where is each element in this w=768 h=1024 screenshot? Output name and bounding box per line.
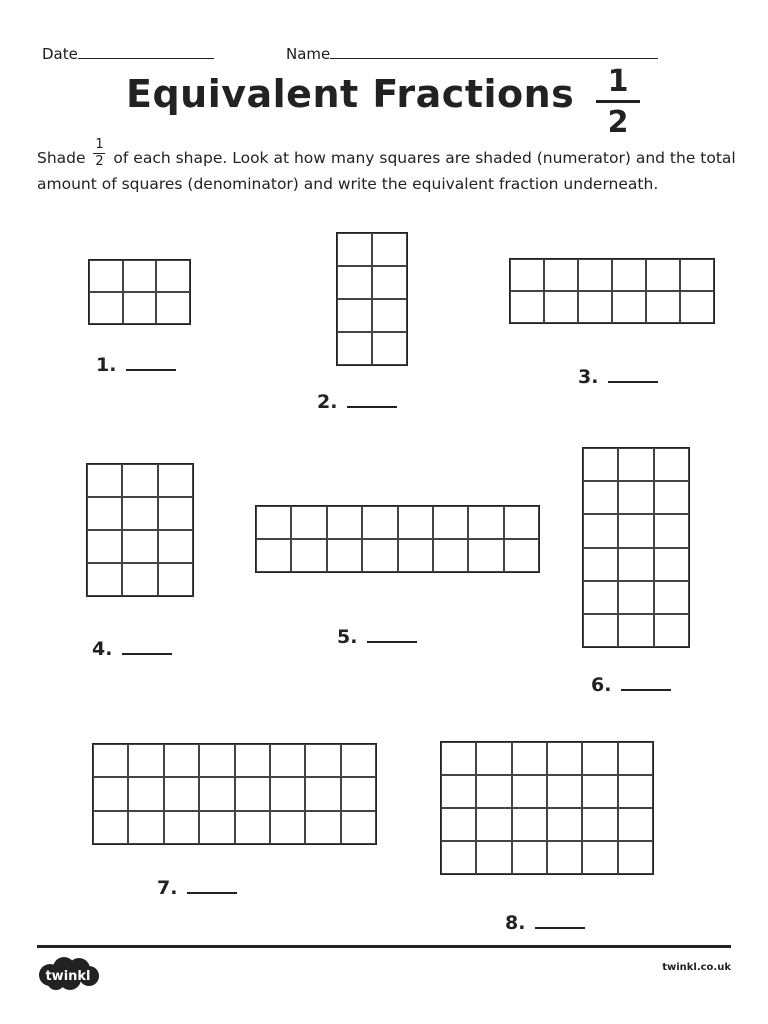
grid-cell[interactable]	[654, 448, 689, 481]
grid-cell[interactable]	[441, 775, 476, 808]
grid-cell[interactable]	[547, 841, 582, 874]
instructions-start: Shade	[37, 149, 86, 167]
grid-cell[interactable]	[291, 539, 326, 572]
answer-8-line[interactable]	[535, 911, 585, 929]
logo-text: twinkl	[45, 969, 91, 984]
grid-cell[interactable]	[654, 514, 689, 547]
grid-cell[interactable]	[122, 497, 157, 530]
answer-5	[337, 625, 417, 648]
shape-6-grid[interactable]	[582, 447, 690, 648]
answer-6	[591, 673, 671, 696]
grid-cell[interactable]	[612, 291, 646, 323]
grid-cell[interactable]	[504, 506, 539, 539]
grid-cell[interactable]	[341, 811, 376, 844]
grid-cell[interactable]	[510, 291, 544, 323]
grid-cell[interactable]	[618, 614, 653, 647]
shape-1-grid[interactable]	[88, 259, 191, 325]
grid-cell[interactable]	[123, 292, 157, 324]
answer-2	[317, 390, 397, 413]
grid-cell[interactable]	[158, 563, 193, 596]
grid-cell[interactable]	[510, 259, 544, 291]
grid-cell[interactable]	[87, 563, 122, 596]
grid-cell[interactable]	[372, 299, 407, 332]
shape-5-grid[interactable]	[255, 505, 540, 573]
grid-cell[interactable]	[164, 811, 199, 844]
grid-cell[interactable]	[341, 744, 376, 777]
answer-3-label: 3.	[578, 366, 599, 388]
grid-cell[interactable]	[123, 260, 157, 292]
shape-2-grid[interactable]	[336, 232, 408, 366]
grid-cell[interactable]	[337, 266, 372, 299]
grid-cell[interactable]	[270, 777, 305, 810]
title-fraction-bar	[596, 100, 640, 103]
answer-1-label: 1.	[96, 354, 117, 376]
grid-cell[interactable]	[582, 775, 617, 808]
date-field[interactable]	[42, 44, 214, 63]
grid-cell[interactable]	[618, 841, 653, 874]
instructions-fraction-denominator: 2	[95, 154, 104, 169]
answer-8	[505, 911, 585, 934]
grid-cell[interactable]	[164, 744, 199, 777]
grid-cell[interactable]	[646, 291, 680, 323]
grid-cell[interactable]	[583, 581, 618, 614]
grid-cell[interactable]	[199, 811, 234, 844]
grid-cell[interactable]	[578, 291, 612, 323]
grid-cell[interactable]	[680, 291, 714, 323]
grid-cell[interactable]	[87, 464, 122, 497]
grid-cell[interactable]	[156, 260, 190, 292]
grid-cell[interactable]	[583, 448, 618, 481]
grid-cell[interactable]	[618, 448, 653, 481]
instructions-rest: of each shape. Look at how many squares are shaded (numerator) and the total amount of squares (denominator) and write the equivalent fraction underneath.	[37, 149, 736, 193]
grid-cell[interactable]	[89, 292, 123, 324]
grid-cell[interactable]	[372, 233, 407, 266]
grid-cell[interactable]	[158, 497, 193, 530]
grid-cell[interactable]	[93, 777, 128, 810]
grid-cell[interactable]	[618, 481, 653, 514]
grid-cell[interactable]	[199, 777, 234, 810]
grid-cell[interactable]	[93, 744, 128, 777]
shape-4-grid[interactable]	[86, 463, 194, 597]
shape-8-grid[interactable]	[440, 741, 654, 875]
grid-cell[interactable]	[327, 539, 362, 572]
grid-cell[interactable]	[583, 548, 618, 581]
grid-cell[interactable]	[547, 808, 582, 841]
grid-cell[interactable]	[504, 539, 539, 572]
grid-cell[interactable]	[235, 744, 270, 777]
answer-4-line[interactable]	[122, 637, 172, 655]
grid-cell[interactable]	[128, 811, 163, 844]
grid-cell[interactable]	[544, 259, 578, 291]
grid-cell[interactable]	[87, 497, 122, 530]
grid-cell[interactable]	[122, 563, 157, 596]
grid-cell[interactable]	[583, 481, 618, 514]
site-url: twinkl.co.uk	[662, 962, 731, 973]
title-fraction	[596, 66, 640, 141]
grid-cell[interactable]	[441, 808, 476, 841]
grid-cell[interactable]	[583, 614, 618, 647]
grid-cell[interactable]	[305, 811, 340, 844]
grid-cell[interactable]	[122, 530, 157, 563]
page-title: Equivalent Fractions	[126, 72, 575, 116]
name-field[interactable]	[286, 44, 658, 63]
answer-7-line[interactable]	[187, 876, 237, 894]
grid-cell[interactable]	[618, 548, 653, 581]
answer-4	[92, 637, 172, 660]
grid-cell[interactable]	[372, 332, 407, 365]
grid-cell[interactable]	[583, 514, 618, 547]
instructions	[37, 137, 737, 197]
answer-3-line[interactable]	[608, 365, 658, 383]
grid-cell[interactable]	[582, 808, 617, 841]
shape-7-grid[interactable]	[92, 743, 377, 845]
grid-cell[interactable]	[270, 744, 305, 777]
answer-2-line[interactable]	[347, 390, 397, 408]
grid-cell[interactable]	[398, 539, 433, 572]
grid-cell[interactable]	[156, 292, 190, 324]
answer-5-line[interactable]	[367, 625, 417, 643]
name-line[interactable]	[330, 44, 658, 59]
grid-cell[interactable]	[341, 777, 376, 810]
grid-cell[interactable]	[476, 841, 511, 874]
grid-cell[interactable]	[512, 742, 547, 775]
grid-cell[interactable]	[476, 775, 511, 808]
grid-cell[interactable]	[337, 332, 372, 365]
grid-cell[interactable]	[433, 506, 468, 539]
grid-cell[interactable]	[654, 548, 689, 581]
grid-cell[interactable]	[256, 506, 291, 539]
grid-cell[interactable]	[476, 808, 511, 841]
grid-cell[interactable]	[291, 506, 326, 539]
grid-cell[interactable]	[654, 481, 689, 514]
grid-cell[interactable]	[128, 744, 163, 777]
answer-7-label: 7.	[157, 877, 178, 899]
grid-cell[interactable]	[646, 259, 680, 291]
grid-cell[interactable]	[93, 811, 128, 844]
grid-cell[interactable]	[468, 506, 503, 539]
answer-5-label: 5.	[337, 626, 358, 648]
grid-cell[interactable]	[441, 841, 476, 874]
grid-cell[interactable]	[337, 233, 372, 266]
grid-cell[interactable]	[468, 539, 503, 572]
grid-cell[interactable]	[476, 742, 511, 775]
name-label: Name	[286, 45, 331, 63]
title-fraction-numerator: 1	[607, 64, 629, 99]
date-line[interactable]	[78, 44, 214, 59]
twinkl-logo	[36, 955, 100, 991]
grid-cell[interactable]	[582, 742, 617, 775]
grid-cell[interactable]	[235, 777, 270, 810]
grid-cell[interactable]	[618, 514, 653, 547]
grid-cell[interactable]	[612, 259, 646, 291]
grid-cell[interactable]	[544, 291, 578, 323]
answer-6-label: 6.	[591, 674, 612, 696]
grid-cell[interactable]	[158, 530, 193, 563]
grid-cell[interactable]	[547, 742, 582, 775]
grid-cell[interactable]	[618, 581, 653, 614]
grid-cell[interactable]	[582, 841, 617, 874]
grid-cell[interactable]	[158, 464, 193, 497]
grid-cell[interactable]	[164, 777, 199, 810]
grid-cell[interactable]	[128, 777, 163, 810]
grid-cell[interactable]	[305, 777, 340, 810]
grid-cell[interactable]	[87, 530, 122, 563]
grid-cell[interactable]	[337, 299, 372, 332]
grid-cell[interactable]	[512, 775, 547, 808]
footer-divider	[37, 945, 731, 948]
grid-cell[interactable]	[547, 775, 582, 808]
answer-1	[96, 353, 176, 376]
grid-cell[interactable]	[199, 744, 234, 777]
grid-cell[interactable]	[578, 259, 612, 291]
grid-cell[interactable]	[618, 775, 653, 808]
grid-cell[interactable]	[441, 742, 476, 775]
grid-cell[interactable]	[305, 744, 340, 777]
grid-cell[interactable]	[512, 841, 547, 874]
title-fraction-denominator: 2	[607, 105, 629, 140]
grid-cell[interactable]	[618, 808, 653, 841]
answer-6-line[interactable]	[621, 673, 671, 691]
grid-cell[interactable]	[398, 506, 433, 539]
instructions-fraction	[93, 138, 105, 169]
answer-7	[157, 876, 237, 899]
grid-cell[interactable]	[235, 811, 270, 844]
grid-cell[interactable]	[512, 808, 547, 841]
grid-cell[interactable]	[122, 464, 157, 497]
instructions-fraction-numerator: 1	[95, 137, 104, 152]
grid-cell[interactable]	[256, 539, 291, 572]
grid-cell[interactable]	[680, 259, 714, 291]
grid-cell[interactable]	[618, 742, 653, 775]
answer-3	[578, 365, 658, 388]
answer-1-line[interactable]	[126, 353, 176, 371]
grid-cell[interactable]	[89, 260, 123, 292]
grid-cell[interactable]	[433, 539, 468, 572]
answer-8-label: 8.	[505, 912, 526, 934]
grid-cell[interactable]	[270, 811, 305, 844]
grid-cell[interactable]	[362, 506, 397, 539]
answer-4-label: 4.	[92, 638, 113, 660]
grid-cell[interactable]	[654, 614, 689, 647]
date-label: Date	[42, 45, 78, 63]
grid-cell[interactable]	[327, 506, 362, 539]
answer-2-label: 2.	[317, 391, 338, 413]
shape-3-grid[interactable]	[509, 258, 715, 324]
grid-cell[interactable]	[372, 266, 407, 299]
grid-cell[interactable]	[654, 581, 689, 614]
grid-cell[interactable]	[362, 539, 397, 572]
